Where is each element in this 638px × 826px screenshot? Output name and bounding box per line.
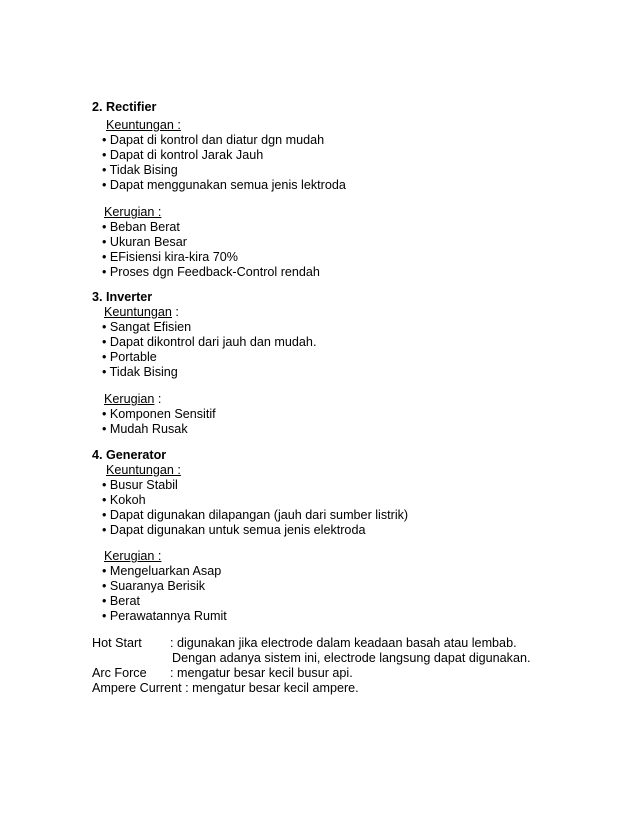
- list-item: • Kokoh: [102, 493, 146, 507]
- list-item: • Tidak Bising: [102, 163, 178, 177]
- list-item: • Dapat menggunakan semua jenis lektroda: [102, 178, 346, 192]
- generator-cons-label: Kerugian :: [104, 549, 162, 563]
- hot-start-desc: : digunakan jika electrode dalam keadaan basah atau lembab.: [170, 636, 517, 650]
- list-item: • Beban Berat: [102, 220, 180, 234]
- hot-start-desc-cont: Dengan adanya sistem ini, electrode langsung dapat digunakan.: [172, 651, 531, 665]
- rectifier-cons-label: Kerugian :: [104, 205, 162, 219]
- inverter-pros-heading: [104, 305, 179, 320]
- list-item: • Dapat digunakan dilapangan (jauh dari sumber listrik): [102, 508, 409, 522]
- list-item: • Busur Stabil: [102, 478, 178, 492]
- list-item: • Suaranya Berisik: [102, 579, 206, 593]
- arc-force-label: Arc Force: [92, 666, 147, 680]
- list-item: • Ukuran Besar: [102, 235, 187, 249]
- list-item: • Dapat dikontrol dari jauh dan mudah.: [102, 335, 317, 349]
- section-title-rectifier: 2. Rectifier: [92, 100, 157, 114]
- section-title-generator: 4. Generator: [92, 448, 167, 462]
- rectifier-pros-label: Keuntungan :: [106, 118, 181, 132]
- list-item: • EFisiensi kira-kira 70%: [102, 250, 238, 264]
- list-item: • Mudah Rusak: [102, 422, 188, 436]
- inverter-pros-colon: :: [171, 305, 179, 319]
- arc-force-desc: : mengatur besar kecil busur api.: [170, 666, 353, 680]
- hot-start-label: Hot Start: [92, 636, 142, 650]
- list-item: • Komponen Sensitif: [102, 407, 216, 421]
- ampere-current-note: Ampere Current : mengatur besar kecil ampere.: [92, 681, 359, 695]
- inverter-cons-colon: :: [154, 392, 162, 406]
- inverter-cons-heading: [104, 392, 161, 407]
- list-item: • Sangat Efisien: [102, 320, 192, 334]
- list-item: • Proses dgn Feedback-Control rendah: [102, 265, 320, 279]
- list-item: • Berat: [102, 594, 141, 608]
- inverter-cons-label: Kerugian: [104, 392, 155, 406]
- list-item: • Tidak Bising: [102, 365, 178, 379]
- generator-pros-label: Keuntungan :: [106, 463, 181, 477]
- list-item: • Dapat di kontrol Jarak Jauh: [102, 148, 264, 162]
- inverter-pros-label: Keuntungan: [104, 305, 172, 319]
- list-item: • Perawatannya Rumit: [102, 609, 227, 623]
- list-item: • Mengeluarkan Asap: [102, 564, 222, 578]
- list-item: • Portable: [102, 350, 157, 364]
- list-item: • Dapat digunakan untuk semua jenis elektroda: [102, 523, 366, 537]
- list-item: • Dapat di kontrol dan diatur dgn mudah: [102, 133, 325, 147]
- section-title-inverter: 3. Inverter: [92, 290, 153, 304]
